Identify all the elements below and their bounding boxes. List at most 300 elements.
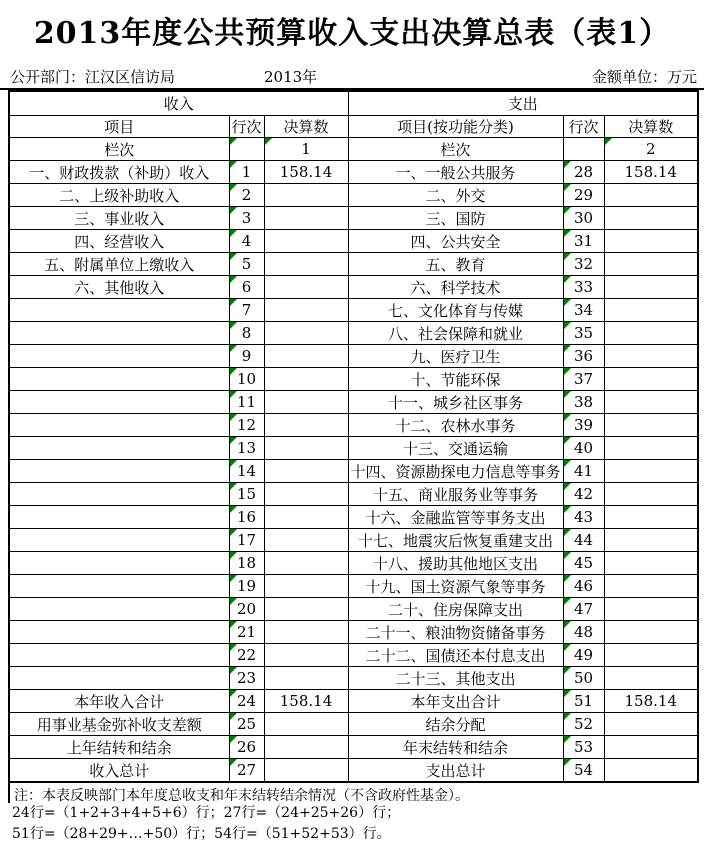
income-line-header: 行次 [229, 116, 264, 138]
expense-line-cell [563, 736, 604, 759]
comment-triangle-icon [564, 276, 571, 283]
income-value-cell [264, 391, 348, 414]
expense-line-cell-text: 47 [573, 600, 594, 618]
income-line-cell [229, 253, 264, 276]
expense-line-cell [563, 506, 604, 529]
expense-item-cell [348, 575, 563, 598]
expense-line-cell-text: 40 [573, 439, 594, 457]
expense-value-cell [604, 460, 698, 483]
comment-triangle-icon [564, 414, 571, 421]
expense-item-cell [348, 690, 563, 713]
expense-line-cell-text: 42 [573, 485, 594, 503]
income-section-header: 收入 [9, 91, 348, 116]
income-line-cell-text: 13 [236, 439, 257, 457]
comment-triangle-icon [230, 736, 237, 743]
table-row [9, 207, 698, 230]
table-row [9, 690, 698, 713]
income-value-cell [264, 713, 348, 736]
comment-triangle-icon [230, 437, 237, 444]
income-value-cell [264, 161, 348, 184]
income-line-cell-text: 9 [241, 347, 252, 365]
expense-value-cell [604, 575, 698, 598]
income-line-cell-text: 23 [236, 669, 257, 687]
comment-triangle-icon [230, 460, 237, 467]
income-line-cell-text: 16 [236, 508, 257, 526]
expense-line-cell-text: 51 [573, 692, 594, 710]
income-line-cell-text: 14 [236, 462, 257, 480]
income-line-cell [229, 322, 264, 345]
income-line-cell [229, 759, 264, 783]
table-row [9, 368, 698, 391]
comment-triangle-icon [564, 483, 571, 490]
comment-triangle-icon [230, 713, 237, 720]
expense-item-cell [348, 322, 563, 345]
expense-line-cell [563, 299, 604, 322]
expense-item-cell [348, 667, 563, 690]
expense-value-cell [604, 736, 698, 759]
comment-triangle-icon [564, 667, 571, 674]
comment-triangle-icon [230, 575, 237, 582]
expense-value-cell [604, 644, 698, 667]
income-line-cell-text: 12 [236, 416, 257, 434]
income-line-cell-text: 6 [241, 278, 252, 296]
income-column-number [264, 138, 348, 161]
comment-triangle-icon [564, 529, 571, 536]
income-value-cell [264, 299, 348, 322]
expense-value-cell [604, 598, 698, 621]
expense-item-cell-text: 一、一般公共服务 [395, 163, 516, 182]
expense-line-cell [563, 253, 604, 276]
table-row [9, 667, 698, 690]
expense-line-cell [563, 759, 604, 783]
comment-triangle-icon [564, 690, 571, 697]
income-line-cell-text: 20 [236, 600, 257, 618]
income-line-cell [229, 207, 264, 230]
comment-triangle-icon [564, 299, 571, 306]
income-item-cell [9, 368, 229, 391]
income-line-cell [229, 276, 264, 299]
section-header-row [9, 91, 698, 116]
income-line-cell-text: 21 [236, 623, 257, 641]
income-value-cell [264, 253, 348, 276]
expense-item-cell [348, 598, 563, 621]
comment-triangle-icon [564, 230, 571, 237]
income-column-number-text: 1 [301, 140, 311, 158]
expense-item-cell [348, 161, 563, 184]
income-value-cell [264, 230, 348, 253]
income-line-cell-text: 27 [236, 761, 257, 779]
expense-line-cell-text: 35 [573, 324, 594, 342]
comment-triangle-icon [230, 299, 237, 306]
income-line-cell-text: 18 [236, 554, 257, 572]
expense-item-cell [348, 299, 563, 322]
income-line-cell [229, 713, 264, 736]
income-value-cell [264, 644, 348, 667]
income-line-cell-text: 24 [236, 692, 257, 710]
expense-section-header: 支出 [348, 91, 698, 116]
expense-item-cell [348, 230, 563, 253]
income-line-cell [229, 299, 264, 322]
comment-triangle-icon [230, 414, 237, 421]
income-item-cell [9, 644, 229, 667]
income-value-cell-text: 158.14 [279, 163, 333, 181]
income-item-cell [9, 322, 229, 345]
expense-line-cell [563, 667, 604, 690]
income-value-cell [264, 529, 348, 552]
table-row [9, 276, 698, 299]
income-line-cell [229, 391, 264, 414]
expense-line-cell-text: 37 [573, 370, 594, 388]
income-line-cell [229, 667, 264, 690]
income-line-cell [229, 575, 264, 598]
expense-item-cell-text: 十一、城乡社区事务 [388, 393, 524, 412]
income-item-cell [9, 161, 229, 184]
comment-triangle-icon [230, 322, 237, 329]
expense-item-cell [348, 345, 563, 368]
expense-value-cell [604, 713, 698, 736]
income-item-cell-text: 三、事业收入 [74, 209, 165, 228]
expense-item-cell [348, 621, 563, 644]
income-value-cell [264, 736, 348, 759]
income-line-cell-text: 8 [241, 324, 252, 342]
income-item-cell [9, 713, 229, 736]
table-row [9, 322, 698, 345]
expense-item-cell [348, 713, 563, 736]
table-row [9, 460, 698, 483]
expense-line-cell-text: 45 [573, 554, 594, 572]
column-header-row [9, 116, 698, 138]
income-value-cell [264, 506, 348, 529]
table-meta-row [0, 66, 704, 90]
comment-triangle-icon [230, 506, 237, 513]
income-item-cell-text: 收入总计 [89, 761, 150, 780]
comment-triangle-icon [564, 460, 571, 467]
income-item-cell [9, 759, 229, 783]
comment-triangle-icon [230, 621, 237, 628]
expense-value-cell [604, 230, 698, 253]
expense-line-cell [563, 368, 604, 391]
table-row [9, 575, 698, 598]
table-row [9, 621, 698, 644]
income-line-cell [229, 621, 264, 644]
expense-line-cell [563, 460, 604, 483]
income-line-cell-text: 15 [236, 485, 257, 503]
expense-line-cell-text: 32 [573, 255, 594, 273]
expense-line-cell-text: 29 [573, 186, 594, 204]
expense-value-cell [604, 276, 698, 299]
row-formula-2: 51行=（28+29+…+50）行；54行=（51+52+53）行。 [12, 826, 391, 842]
income-line-cell-text: 7 [241, 301, 252, 319]
income-value-cell [264, 483, 348, 506]
table-row [9, 598, 698, 621]
expense-line-cell [563, 391, 604, 414]
income-item-cell [9, 552, 229, 575]
expense-value-cell [604, 621, 698, 644]
expense-value-cell-text: 158.14 [624, 163, 678, 181]
comment-triangle-icon [230, 667, 237, 674]
income-item-header: 项目 [9, 116, 229, 138]
table-row [9, 299, 698, 322]
income-item-cell [9, 460, 229, 483]
expense-item-cell-text: 二十二、国债还本付息支出 [365, 646, 546, 665]
table-row [9, 713, 698, 736]
expense-line-cell-text: 36 [573, 347, 594, 365]
income-value-cell [264, 575, 348, 598]
expense-item-cell [348, 253, 563, 276]
income-item-cell-text: 本年收入合计 [74, 692, 165, 711]
expense-line-cell [563, 713, 604, 736]
comment-triangle-icon [230, 483, 237, 490]
income-line-cell-text: 3 [241, 209, 252, 227]
income-item-cell [9, 598, 229, 621]
expense-lanci-label: 栏次 [348, 138, 563, 161]
income-value-header: 决算数 [264, 116, 348, 138]
income-value-cell [264, 414, 348, 437]
income-value-cell [264, 322, 348, 345]
expense-item-cell-text: 结余分配 [425, 715, 486, 734]
expense-line-cell [563, 322, 604, 345]
expense-value-cell [604, 368, 698, 391]
year-label: 2013年 [264, 68, 318, 86]
income-item-cell-text: 六、其他收入 [74, 278, 165, 297]
table-row [9, 414, 698, 437]
income-item-cell [9, 207, 229, 230]
comment-triangle-icon [230, 230, 237, 237]
comment-triangle-icon [564, 184, 571, 191]
comment-triangle-icon [564, 368, 571, 375]
expense-item-cell-text: 五、教育 [425, 255, 486, 274]
expense-item-cell-text: 九、医疗卫生 [410, 347, 501, 366]
income-item-cell [9, 483, 229, 506]
expense-line-cell [563, 621, 604, 644]
expense-item-cell-text: 支出总计 [425, 761, 486, 780]
expense-line-cell-text: 33 [573, 278, 594, 296]
income-line-cell-text: 5 [241, 255, 252, 273]
expense-line-cell [563, 598, 604, 621]
comment-triangle-icon [564, 506, 571, 513]
income-item-cell [9, 506, 229, 529]
income-line-cell-text: 4 [241, 232, 252, 250]
income-line-cell [229, 690, 264, 713]
table-row [9, 506, 698, 529]
comment-triangle-icon [230, 391, 237, 398]
income-line-cell [229, 437, 264, 460]
expense-value-cell [604, 483, 698, 506]
expense-item-cell-text: 十七、地震灾后恢复重建支出 [358, 531, 554, 550]
income-item-cell-text: 二、上级补助收入 [59, 186, 180, 205]
income-item-cell [9, 575, 229, 598]
expense-item-cell [348, 414, 563, 437]
income-item-cell [9, 621, 229, 644]
expense-item-cell-text: 年末结转和结余 [403, 738, 509, 757]
expense-line-cell [563, 575, 604, 598]
expense-value-cell [604, 437, 698, 460]
income-item-cell [9, 414, 229, 437]
expense-item-header: 项目(按功能分类) [348, 116, 563, 138]
income-item-cell-text: 一、财政拨款（补助）收入 [29, 163, 210, 182]
income-line-cell [229, 345, 264, 368]
expense-line-cell-text: 28 [573, 163, 594, 181]
comment-triangle-icon [564, 575, 571, 582]
income-line-cell-text: 19 [236, 577, 257, 595]
expense-item-cell-text: 二十一、粮油物资储备事务 [365, 623, 546, 642]
expense-line-cell [563, 161, 604, 184]
income-value-cell [264, 437, 348, 460]
expense-item-cell [348, 368, 563, 391]
comment-triangle-icon [230, 552, 237, 559]
income-line-cell [229, 644, 264, 667]
income-item-cell [9, 736, 229, 759]
expense-value-cell [604, 391, 698, 414]
expense-item-cell [348, 184, 563, 207]
income-line-cell [229, 230, 264, 253]
table-row [9, 529, 698, 552]
unit-label: 金额单位：万元 [591, 68, 697, 86]
table-remark: 注：本表反映部门本年度总收支和年末结转结余情况（不含政府性基金）。 [8, 783, 704, 803]
expense-line-cell-text: 48 [573, 623, 594, 641]
expense-value-cell-text: 158.14 [624, 692, 678, 710]
income-item-cell-text: 四、经营收入 [74, 232, 165, 251]
expense-column-number [604, 138, 698, 161]
income-item-cell [9, 529, 229, 552]
expense-line-cell [563, 414, 604, 437]
expense-item-cell [348, 506, 563, 529]
table-row [9, 644, 698, 667]
expense-item-cell-text: 三、国防 [425, 209, 486, 228]
income-value-cell-text: 158.14 [279, 692, 333, 710]
income-item-cell [9, 184, 229, 207]
column-index-row [9, 138, 698, 161]
income-line-cell-text: 11 [236, 393, 257, 411]
expense-column-number-text: 2 [646, 140, 656, 158]
comment-triangle-icon [230, 161, 237, 168]
expense-item-cell [348, 483, 563, 506]
expense-line-cell [563, 207, 604, 230]
expense-value-cell [604, 253, 698, 276]
table-row [9, 759, 698, 783]
expense-line-cell-text: 41 [573, 462, 594, 480]
income-line-cell-text: 22 [236, 646, 257, 664]
income-item-cell [9, 667, 229, 690]
comment-triangle-icon [564, 437, 571, 444]
expense-line-cell-text: 31 [573, 232, 594, 250]
expense-line-cell-text: 34 [573, 301, 594, 319]
income-item-cell-text: 用事业基金弥补收支差额 [36, 715, 202, 734]
income-value-cell [264, 207, 348, 230]
income-item-cell [9, 391, 229, 414]
income-item-cell [9, 437, 229, 460]
expense-item-cell [348, 437, 563, 460]
income-line-cell [229, 552, 264, 575]
budget-table [8, 90, 699, 783]
expense-value-cell [604, 414, 698, 437]
expense-line-cell [563, 529, 604, 552]
income-value-cell [264, 184, 348, 207]
comment-triangle-icon [265, 138, 272, 145]
expense-line-cell [563, 230, 604, 253]
comment-triangle-icon [564, 322, 571, 329]
expense-item-cell [348, 276, 563, 299]
expense-item-cell [348, 644, 563, 667]
expense-line-cell [563, 437, 604, 460]
comment-triangle-icon [230, 644, 237, 651]
expense-line-header: 行次 [563, 116, 604, 138]
expense-item-cell [348, 207, 563, 230]
comment-triangle-icon [564, 207, 571, 214]
expense-line-cell [563, 690, 604, 713]
comment-triangle-icon [605, 138, 612, 145]
expense-value-cell [604, 299, 698, 322]
expense-item-cell-text: 十九、国土资源气象等事务 [365, 577, 546, 596]
expense-item-cell-text: 十六、金融监管等事务支出 [365, 508, 546, 527]
expense-line-cell [563, 644, 604, 667]
table-row [9, 161, 698, 184]
income-line-cell [229, 414, 264, 437]
income-item-cell [9, 230, 229, 253]
income-value-cell [264, 598, 348, 621]
income-line-cell [229, 460, 264, 483]
income-line-cell [229, 161, 264, 184]
page-title: 2013年度公共预算收入支出决算总表（表1） [33, 16, 671, 51]
expense-item-cell-text: 七、文化体育与传媒 [388, 301, 524, 320]
income-line-cell [229, 506, 264, 529]
comment-triangle-icon [564, 621, 571, 628]
table-row [9, 230, 698, 253]
table-row [9, 345, 698, 368]
budget-table-body [9, 161, 698, 783]
comment-triangle-icon [230, 345, 237, 352]
expense-line-cell-text: 52 [573, 715, 594, 733]
comment-triangle-icon [230, 138, 237, 145]
comment-triangle-icon [564, 391, 571, 398]
income-value-cell [264, 552, 348, 575]
income-line-cell [229, 368, 264, 391]
income-item-cell [9, 345, 229, 368]
income-value-cell [264, 345, 348, 368]
income-item-cell [9, 690, 229, 713]
income-item-cell-text: 五、附属单位上缴收入 [44, 255, 195, 274]
income-line-cell-text: 10 [236, 370, 257, 388]
expense-item-cell-text: 十四、资源勘探电力信息等事务 [350, 462, 561, 481]
income-lanci-label: 栏次 [9, 138, 229, 161]
comment-triangle-icon [564, 713, 571, 720]
expense-item-cell-text: 十、节能环保 [410, 370, 501, 389]
comment-triangle-icon [564, 759, 571, 766]
expense-item-cell-text: 四、公共安全 [410, 232, 501, 251]
comment-triangle-icon [230, 690, 237, 697]
expense-item-cell-text: 十五、商业服务业等事务 [373, 485, 539, 504]
income-item-cell [9, 253, 229, 276]
expense-line-cell [563, 483, 604, 506]
income-value-cell [264, 368, 348, 391]
expense-item-cell-text: 二十三、其他支出 [395, 669, 516, 688]
expense-item-cell-text: 二、外交 [425, 186, 486, 205]
row-formula-1: 24行=（1+2+3+4+5+6）行；27行=（24+25+26）行； [12, 805, 401, 821]
comment-triangle-icon [230, 759, 237, 766]
expense-item-cell [348, 736, 563, 759]
income-value-cell [264, 276, 348, 299]
expense-item-cell [348, 391, 563, 414]
comment-triangle-icon [564, 598, 571, 605]
expense-value-cell [604, 345, 698, 368]
comment-triangle-icon [230, 184, 237, 191]
comment-triangle-icon [564, 345, 571, 352]
expense-line-cell-text: 53 [573, 738, 594, 756]
expense-value-cell [604, 529, 698, 552]
expense-value-cell [604, 506, 698, 529]
expense-item-cell-text: 十八、援助其他地区支出 [373, 554, 539, 573]
expense-value-cell [604, 322, 698, 345]
